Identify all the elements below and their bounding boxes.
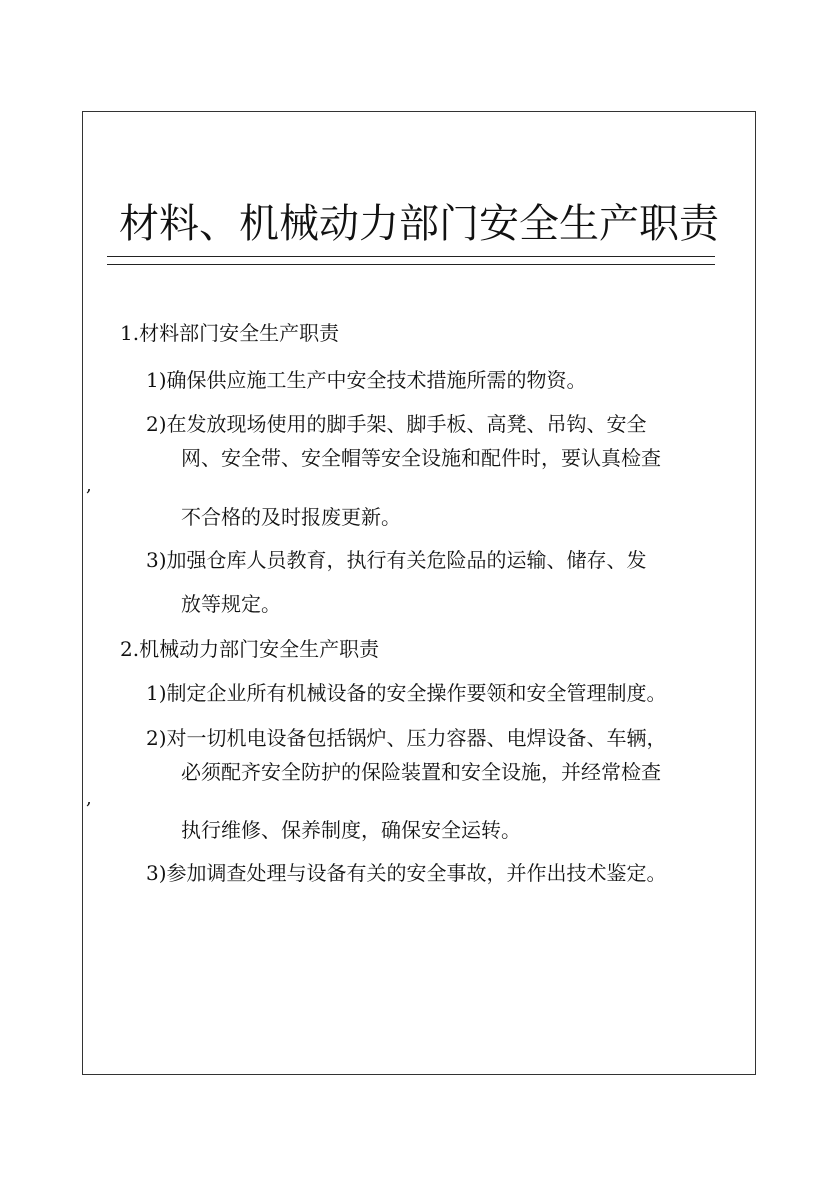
stray-comma-mark: , — [86, 788, 92, 809]
materials-item-2-line-2: 网、安全带、安全帽等安全设施和配件时，要认真检查 — [181, 446, 661, 470]
machinery-item-2-line-1: 2)对一切机电设备包括锅炉、压力容器、电焊设备、车辆， — [146, 726, 667, 750]
stray-comma-mark: , — [86, 475, 92, 496]
machinery-item-2-line-3: 执行维修、保养制度，确保安全运转。 — [181, 818, 521, 842]
materials-item-3-line-1: 3)加强仓库人员教育，执行有关危险品的运输、储存、发 — [146, 548, 647, 572]
machinery-item-2-line-2: 必须配齐安全防护的保险装置和安全设施，并经常检查 — [181, 760, 661, 784]
materials-item-3-line-2: 放等规定。 — [181, 592, 281, 616]
machinery-item-3-line-1: 3)参加调查处理与设备有关的安全事故，并作出技术鉴定。 — [146, 861, 667, 885]
section-heading-machinery: 2.机械动力部门安全生产职责 — [120, 637, 380, 661]
machinery-item-1-line-1: 1)制定企业所有机械设备的安全操作要领和安全管理制度。 — [146, 681, 667, 705]
materials-item-2-line-3: 不合格的及时报废更新。 — [181, 505, 401, 529]
title-underline-bottom — [107, 264, 715, 265]
materials-item-2-line-1: 2)在发放现场使用的脚手架、脚手板、高凳、吊钩、安全 — [146, 412, 647, 436]
section-heading-materials: 1.材料部门安全生产职责 — [120, 321, 340, 345]
title-underline-top — [107, 256, 715, 257]
document-title: 材料、机械动力部门安全生产职责 — [119, 201, 719, 247]
materials-item-1-line-1: 1)确保供应施工生产中安全技术措施所需的物资。 — [146, 368, 587, 392]
